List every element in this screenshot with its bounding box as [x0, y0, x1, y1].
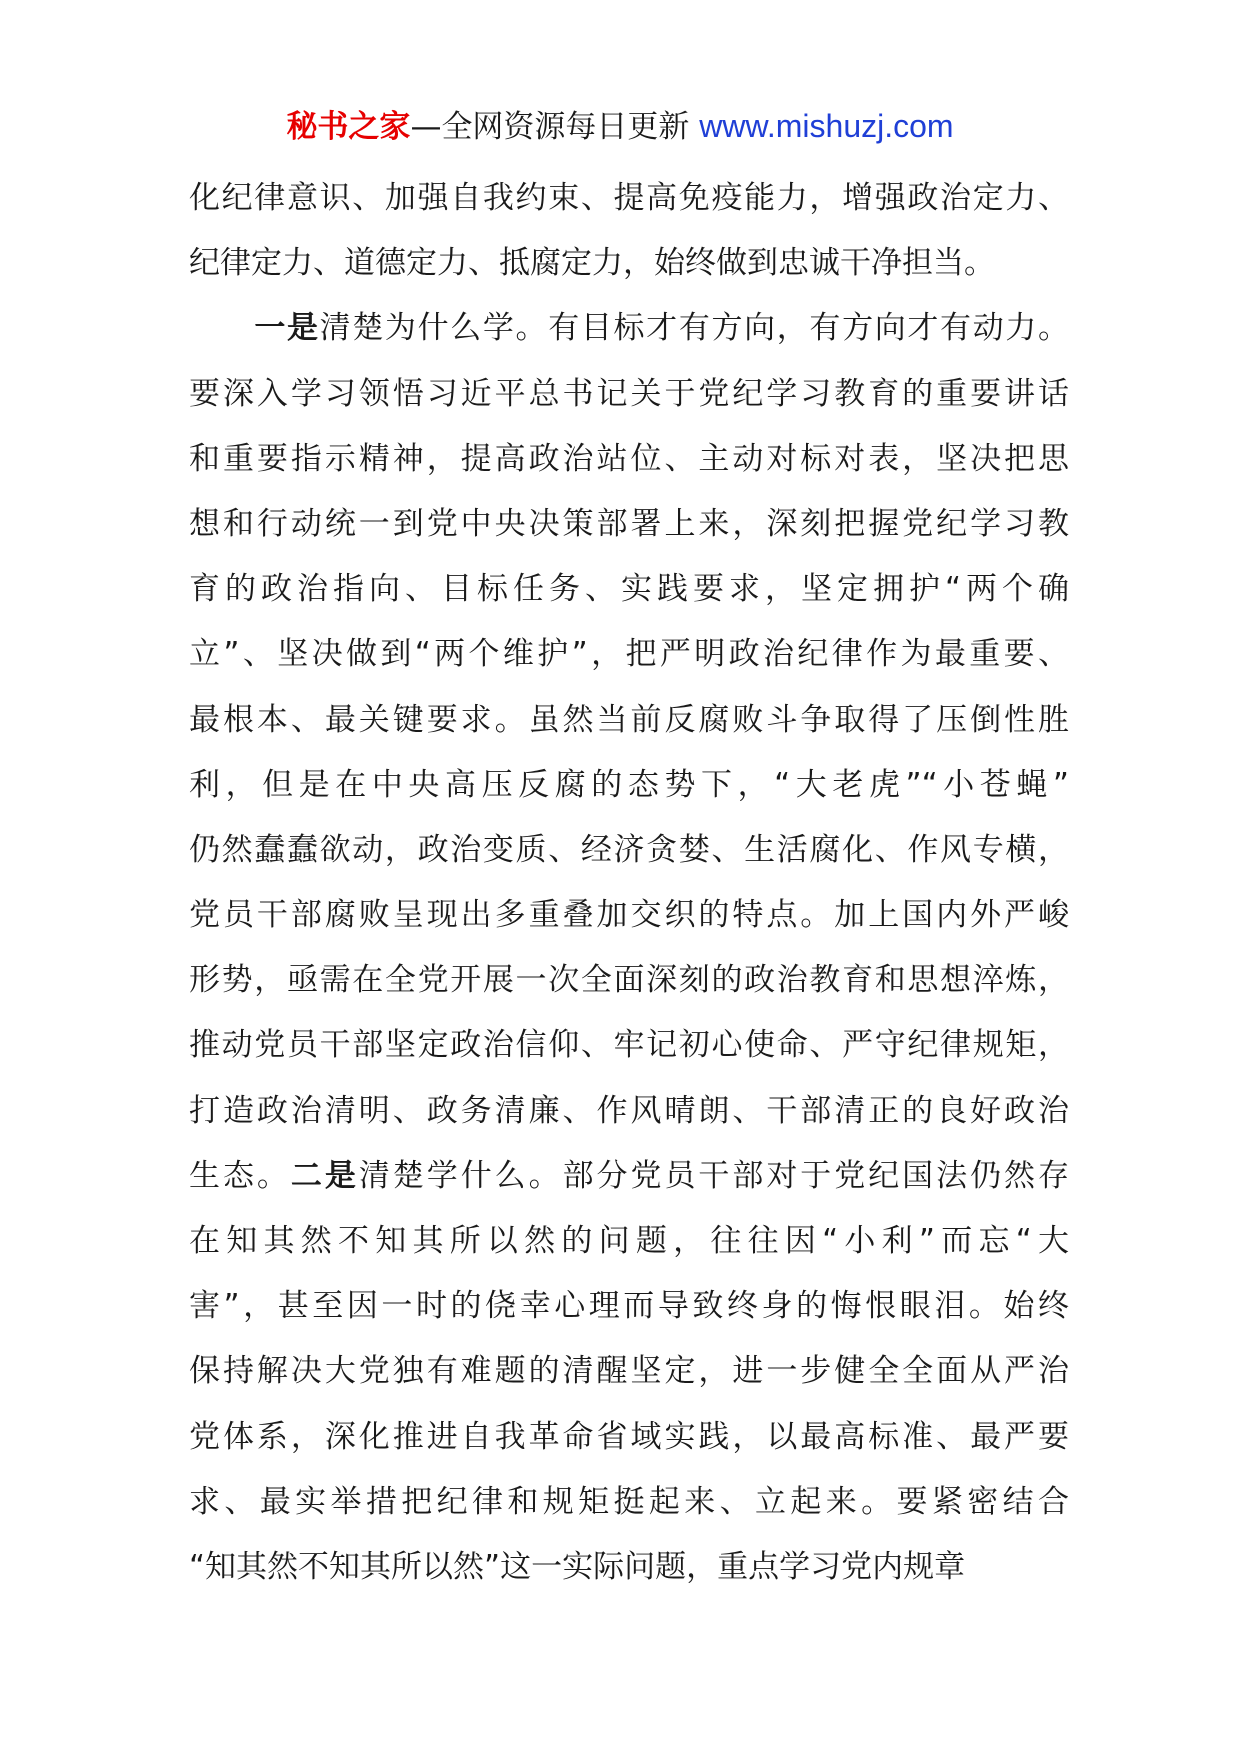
line-text: 党员干部腐败呈现出多重叠加交织的特点。加上国内外严峻 — [189, 897, 1069, 934]
line-text: 育的政治指向、目标任务、实践要求，坚定拥护“两个确 — [189, 571, 1069, 608]
line-text: 立”、坚决做到“两个维护”，把严明政治纪律作为最重要、 — [189, 636, 1069, 673]
line-text: 清楚学什么。部分党员干部对于党纪国法仍然存 — [358, 1157, 1070, 1194]
line-text: 纪律定力、道德定力、抵腐定力，始终做到忠诚干净担当。 — [189, 245, 995, 282]
text-line — [189, 492, 1069, 557]
line-text: 和重要指示精神，提高政治站位、主动对标对表，坚决把思 — [189, 440, 1069, 477]
line-text: 在知其然不知其所以然的问题，往往因“小利”而忘“大 — [189, 1223, 1069, 1259]
point-lead-label: 一是 — [254, 310, 320, 347]
line-text: 化纪律意识、加强自我约束、提高免疫能力，增强政治定力、 — [189, 180, 1069, 216]
text-line — [189, 427, 1069, 492]
text-line — [189, 296, 1069, 361]
text-line — [189, 231, 1069, 296]
line-prefix: 生态。 — [189, 1157, 291, 1194]
line-text: 仍然蠢蠢欲动，政治变质、经济贪婪、生活腐化、作风专横， — [189, 831, 1069, 868]
site-url[interactable]: www.mishuzj.com — [699, 108, 954, 144]
text-line — [189, 1144, 1069, 1209]
text-line — [189, 1535, 1069, 1600]
text-line — [189, 753, 1069, 818]
line-text: 害”，甚至因一时的侥幸心理而导致终身的悔恨眼泪。始终 — [189, 1288, 1069, 1325]
text-line — [189, 557, 1069, 622]
site-slogan: —全网资源每日更新 — [410, 109, 700, 145]
site-brand: 秘书之家 — [286, 109, 411, 145]
line-text: 想和行动统一到党中央决策部署上来，深刻把握党纪学习教 — [189, 505, 1069, 542]
point-lead-label: 二是 — [290, 1157, 359, 1194]
line-text: 打造政治清明、政务清廉、作风晴朗、干部清正的良好政治 — [189, 1092, 1069, 1129]
paragraph-indent — [189, 310, 254, 346]
text-line — [189, 1079, 1069, 1144]
text-line — [189, 883, 1069, 948]
text-line — [189, 1470, 1069, 1535]
text-line — [189, 362, 1069, 427]
text-line — [189, 1339, 1069, 1404]
text-line — [189, 622, 1069, 687]
text-line — [189, 1013, 1069, 1078]
line-text: 保持解决大党独有难题的清醒坚定，进一步健全全面从严治 — [189, 1353, 1069, 1390]
text-line — [189, 1405, 1069, 1470]
line-text: 利，但是在中央高压反腐的态势下，“大老虎”“小苍蝇” — [189, 766, 1069, 803]
line-text: “知其然不知其所以然”这一实际问题，重点学习党内规章 — [189, 1548, 966, 1585]
text-line — [189, 818, 1069, 883]
text-line — [189, 948, 1069, 1013]
line-text: 要深入学习领悟习近平总书记关于党纪学习教育的重要讲话 — [189, 375, 1069, 412]
line-text: 形势，亟需在全党开展一次全面深刻的政治教育和思想淬炼， — [189, 962, 1069, 999]
text-line — [189, 166, 1069, 231]
line-text: 党体系，深化推进自我革命省域实践，以最高标准、最严要 — [189, 1418, 1069, 1455]
text-line — [189, 1209, 1069, 1274]
text-line — [189, 688, 1069, 753]
text-line — [189, 1274, 1069, 1339]
document-body — [189, 166, 1069, 1600]
line-text: 推动党员干部坚定政治信仰、牢记初心使命、严守纪律规矩， — [189, 1027, 1069, 1064]
page-header — [0, 104, 1240, 149]
line-text: 最根本、最关键要求。虽然当前反腐败斗争取得了压倒性胜 — [189, 701, 1069, 738]
line-text: 清楚为什么学。有目标才有方向，有方向才有动力。 — [319, 310, 1070, 347]
line-text: 求、最实举措把纪律和规矩挺起来、立起来。要紧密结合 — [189, 1483, 1069, 1520]
